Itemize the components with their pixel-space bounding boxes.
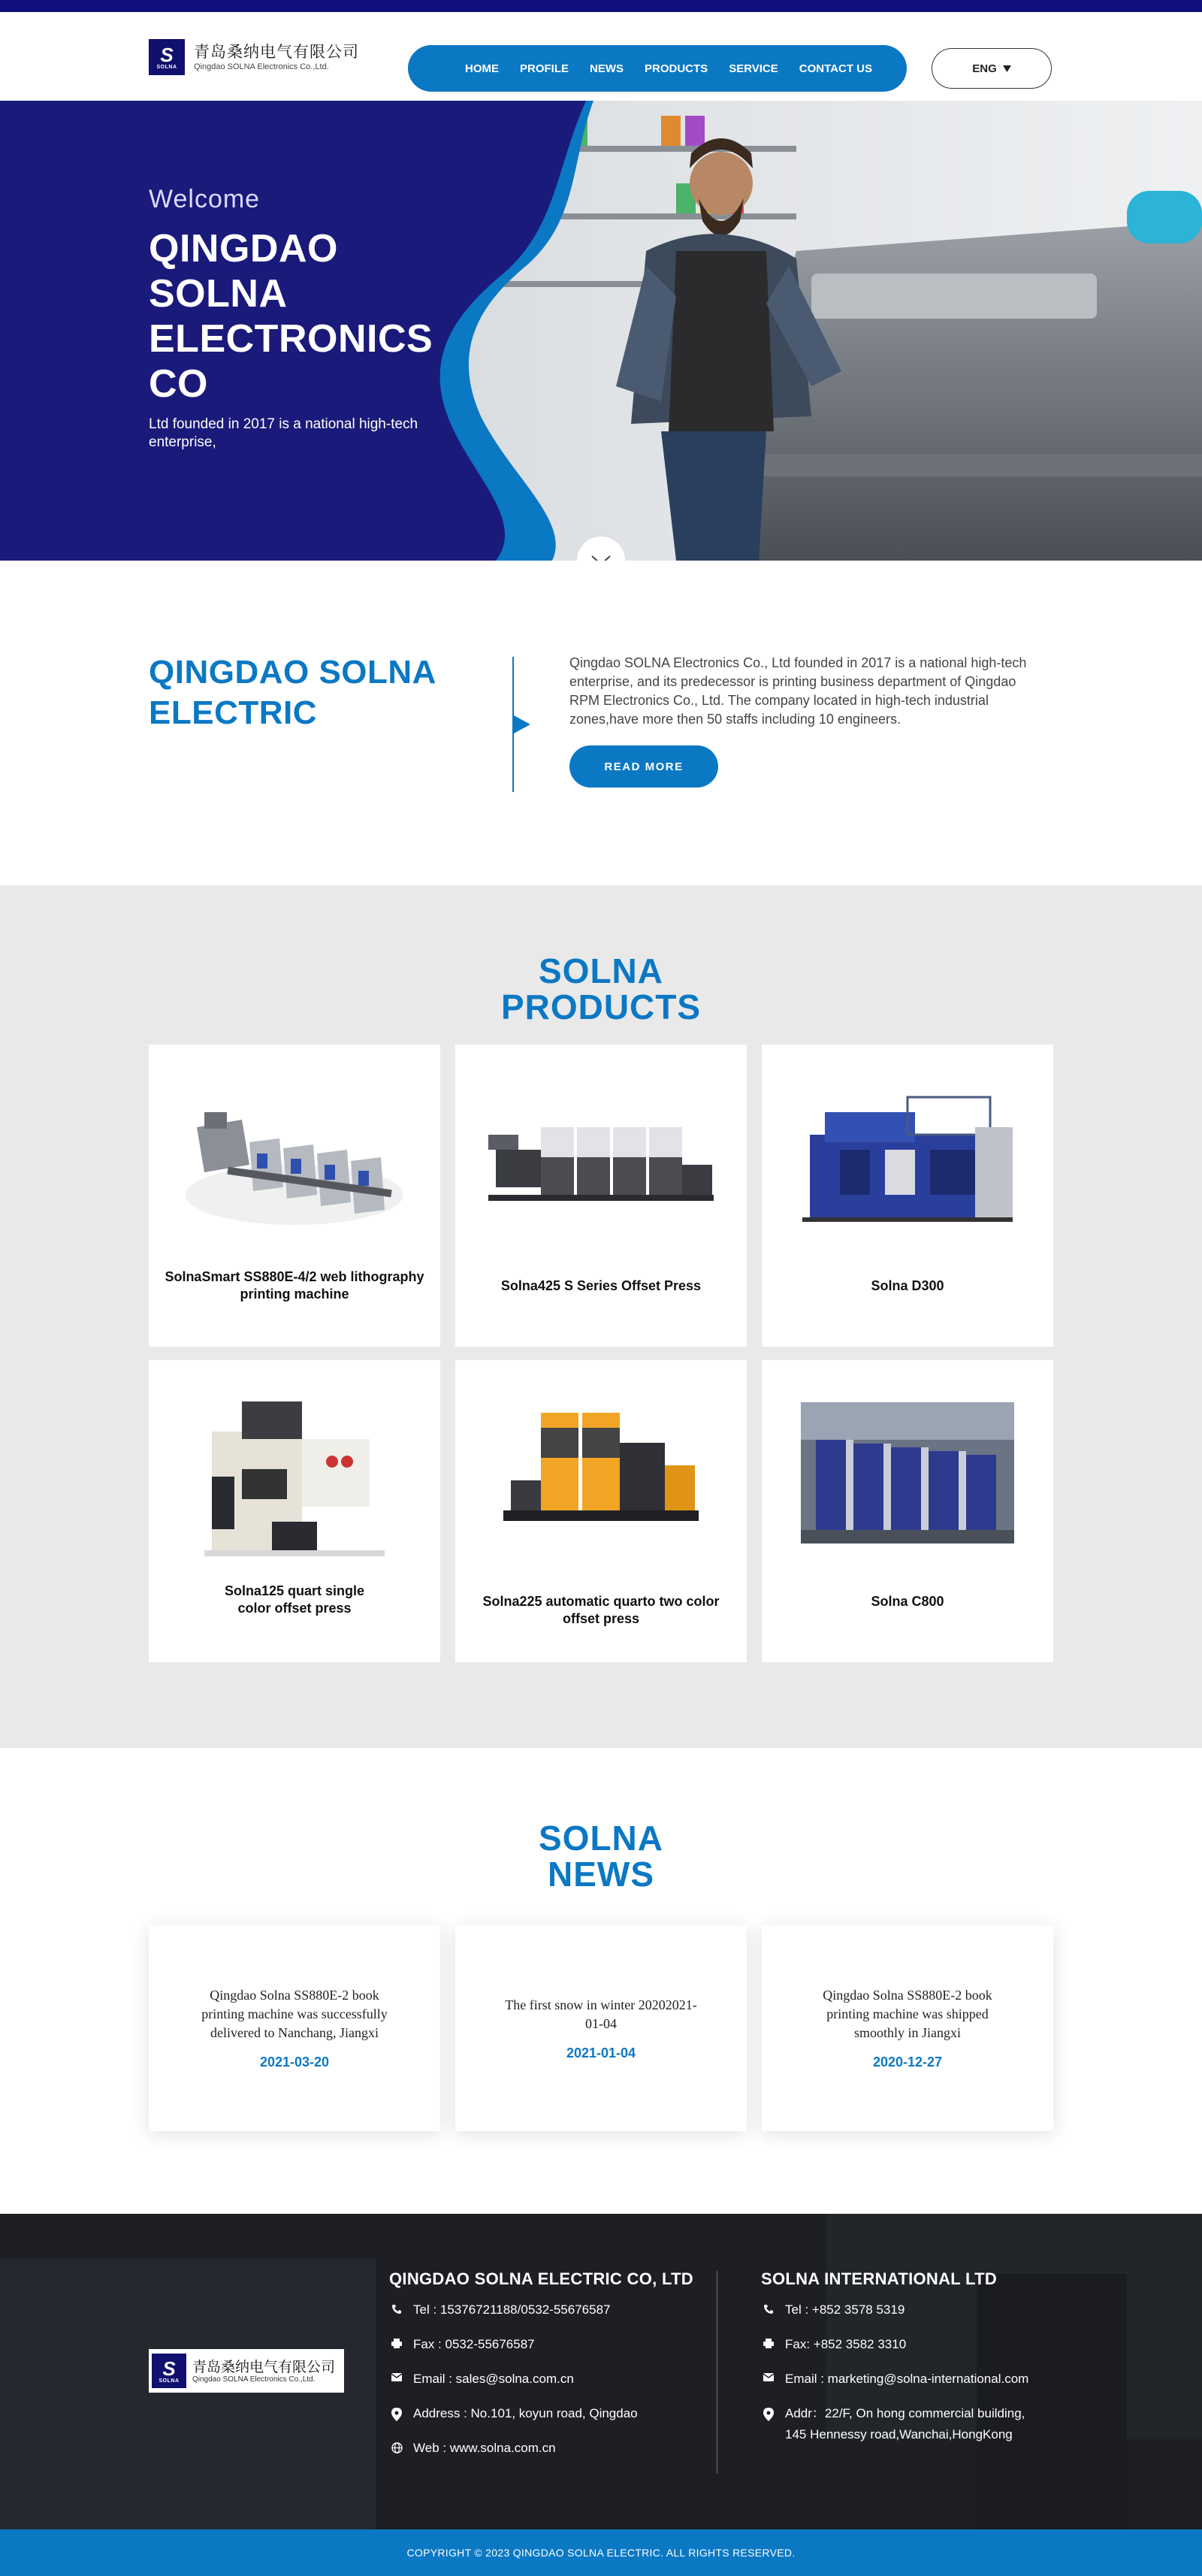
news-card[interactable] [455,1925,747,2131]
footer-col-international [761,2269,1028,2459]
about-title: QINGDAO SOLNA ELECTRIC [149,654,436,731]
products-title: SOLNA PRODUCTS [500,951,702,1026]
read-more-button[interactable]: READ MORE [569,745,718,788]
contact-fax: Fax: +852 3582 3310 [761,2334,1028,2355]
news-date: 2020-12-27 [872,2054,943,2070]
nav-service[interactable]: SERVICE [729,62,778,75]
contact-address: Address : No.101, koyun road, Qingdao [389,2403,693,2424]
footer-logo-en: Qingdao SOLNA Electronics Co.,Ltd. [192,2375,316,2384]
hero-banner [0,101,1202,561]
news-title-text: Qingdao Solna SS880E-2 book printing machine was shipped smoothly in Jiangxi [823,1988,992,2040]
logo-cn-name: 青岛桑纳电气有限公司 [194,43,359,61]
caret-down-icon [1003,65,1011,72]
logo-mark-icon: S SOLNA [149,39,185,75]
phone-icon [391,2304,402,2314]
hero-welcome: Welcome [149,185,261,213]
about-section [0,561,1202,885]
site-header [0,12,1202,101]
copyright-bar: COPYRIGHT © 2023 QINGDAO SOLNA ELECTRIC. ALL RIGHTS RESERVED. [0,2529,1202,2576]
logo-en-name: Qingdao SOLNA Electronics Co.,Ltd. [194,62,329,71]
main-nav [408,45,907,92]
footer-logo-cn: 青岛桑纳电气有限公司 [192,2358,336,2375]
language-label: ENG [972,62,997,75]
product-card[interactable] [455,1360,747,1662]
location-pin-icon [391,2408,402,2421]
logo-mark-icon: S SOLNA [152,2354,186,2388]
footer-col-qingdao [389,2269,693,2472]
phone-icon [763,2304,774,2314]
about-description: Qingdao SOLNA Electronics Co., Ltd founded in 2017 is a national high-tech enterprise, and its predecessor is printing business department of Qingdao RPM Electronics Co., Ltd. The company located in high-tech industrial zones,have more then 50 staffs including 10 engineers. [569,655,1027,727]
contact-tel: Tel : 15376721188/0532-55676587 [389,2299,693,2321]
hero-subtitle: Ltd founded in 2017 is a national high-tech enterprise, [149,416,418,450]
news-date: 2021-03-20 [259,2054,330,2070]
site-footer [0,2214,1202,2529]
footer-col-title: QINGDAO SOLNA ELECTRIC CO, LTD [389,2269,693,2288]
logo-text [194,42,359,72]
product-name: Solna125 quart single color offset press [224,1583,365,1616]
location-pin-icon [763,2408,774,2421]
products-grid [149,1045,1053,1662]
news-date: 2021-01-04 [566,2045,636,2060]
contact-address: Addr：22/F, On hong commercial building, 145 Hennessy road,Wanchai,HongKong [761,2403,1028,2445]
products-section [0,885,1202,1748]
top-accent-bar [0,0,1202,12]
hero-text [149,185,472,452]
contact-email[interactable]: Email : sales@solna.com.cn [389,2369,693,2390]
news-title: SOLNA NEWS [539,1819,663,1894]
product-image-offset-press [485,1067,717,1247]
arrow-right-icon [514,715,530,733]
product-image-d300 [792,1067,1023,1247]
news-grid [149,1925,1053,2131]
contact-fax: Fax : 0532-55676587 [389,2334,693,2355]
news-section [0,1748,1202,2214]
nav-home[interactable]: HOME [465,62,499,75]
product-card[interactable] [455,1045,747,1347]
contact-web[interactable]: Web : www.solna.com.cn [389,2438,693,2459]
product-image-125-press [179,1383,410,1563]
nav-profile[interactable]: PROFILE [520,62,569,75]
news-card[interactable] [762,1925,1053,2131]
footer-col-title: SOLNA INTERNATIONAL LTD [761,2269,998,2288]
nav-contact-us[interactable]: CONTACT US [799,62,872,75]
product-card[interactable] [149,1045,440,1347]
email-icon [763,2373,774,2381]
contact-email[interactable]: Email : marketing@solna-international.com [761,2369,1028,2390]
product-name: Solna425 S Series Offset Press [500,1278,702,1293]
product-image-c800 [792,1383,1023,1563]
product-card[interactable] [149,1360,440,1662]
news-card[interactable] [149,1925,440,2131]
globe-icon [391,2442,403,2454]
product-image-225-press [485,1383,717,1563]
email-icon [391,2373,402,2381]
site-logo[interactable] [149,39,359,75]
product-card[interactable] [762,1045,1053,1347]
product-name: Solna D300 [871,1278,944,1293]
product-card[interactable] [762,1360,1053,1662]
product-name: Solna225 automatic quarto two color offset press [482,1594,720,1626]
fax-icon [391,2339,402,2348]
nav-news[interactable]: NEWS [590,62,624,75]
product-name: SolnaSmart SS880E-4/2 web lithography printing machine [165,1269,424,1302]
product-image-web-press [179,1067,410,1247]
footer-logo[interactable] [149,2349,344,2393]
nav-products[interactable]: PRODUCTS [645,62,708,75]
fax-icon [763,2339,774,2348]
contact-tel: Tel : +852 3578 5319 [761,2299,1028,2321]
language-selector[interactable] [932,48,1052,89]
news-title-text: Qingdao Solna SS880E-2 book printing machine was successfully delivered to Nanchang, Jiangxi [201,1988,388,2040]
product-name: Solna C800 [871,1594,944,1609]
hero-title: QINGDAO SOLNA ELECTRONICS CO [149,227,433,406]
news-title-text: The first snow in winter 20202021-01-04 [505,1997,697,2031]
